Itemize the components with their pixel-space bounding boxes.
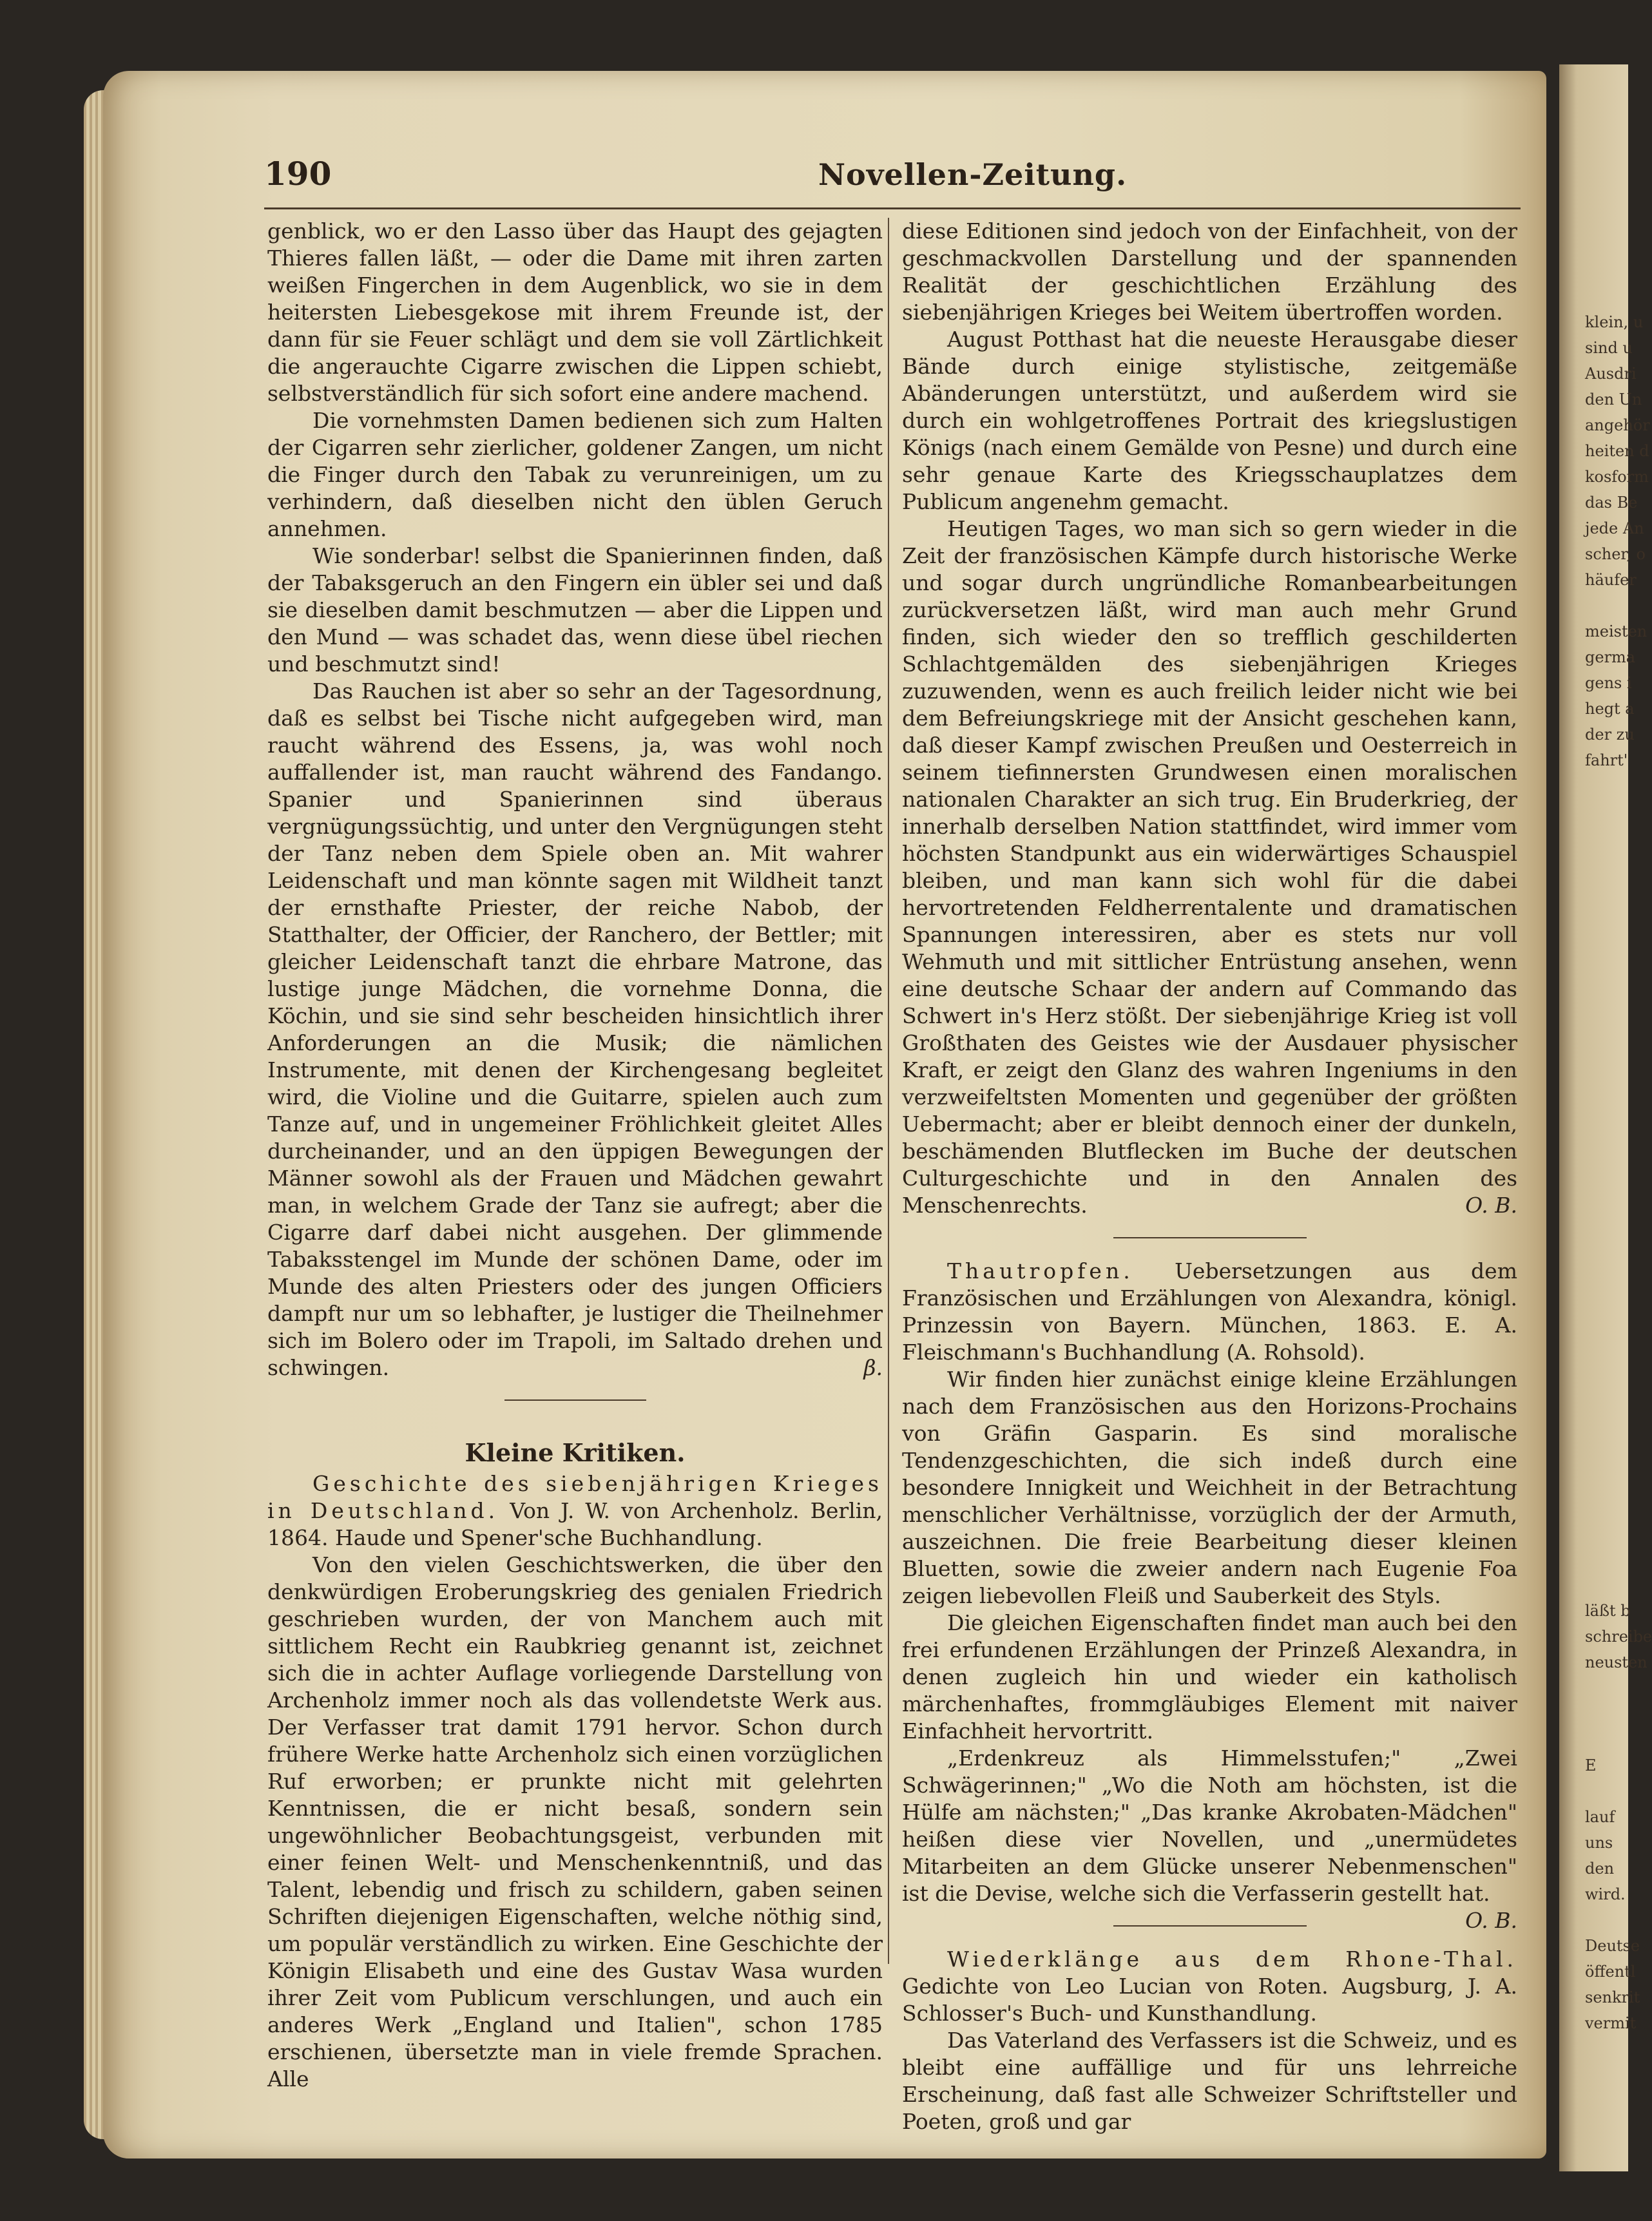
- paragraph: [267, 678, 883, 1381]
- paragraph-text: „Erdenkreuz als Himmelsstufen;" „Zwei Schwägerinnen;" „Wo die Noth am höchsten, ist die Hülfe am nächsten;" „Das kranke Akrobaten-Mädchen" heißen diese vier Novellen, und „unermüdetes Mitarbeiten an dem Glücke unserer Nebenmenschen" ist die Devise, welche sich die Verfasserin gestellt hat.: [902, 1745, 1517, 1906]
- adjacent-page-fragment: [1559, 1727, 1628, 1753]
- adjacent-page-fragment: uns: [1585, 1834, 1613, 1852]
- adjacent-page-fragment: Deutse: [1585, 1937, 1640, 1955]
- adjacent-page-fragment: jede An: [1585, 519, 1644, 537]
- paragraph: Das Vaterland des Verfassers ist die Schweiz, und es bleibt eine auffällige und für uns lehrreiche Erscheinung, daß fast alle Schweizer Schriftsteller und Poeten, groß und gar: [902, 2028, 1517, 2134]
- adjacent-page-fragment: [1559, 1108, 1628, 1134]
- adjacent-page-fragments: [1559, 64, 1652, 2036]
- adjacent-page-fragment: angehör: [1585, 416, 1650, 434]
- signature: β.: [863, 1355, 883, 1380]
- adjacent-page-fragment: öffentl: [1585, 1963, 1636, 1981]
- page-number: 190: [264, 155, 332, 193]
- paragraph: [902, 515, 1517, 1219]
- adjacent-page-fragment: [1559, 1546, 1628, 1572]
- adjacent-page-fragment: läßt b: [1585, 1602, 1631, 1620]
- review-heading: [902, 1946, 1517, 2027]
- adjacent-page-fragment: [1559, 1057, 1628, 1082]
- adjacent-page-fragment: [1559, 1443, 1628, 1469]
- adjacent-page-fragment: [1559, 593, 1628, 619]
- adjacent-page-fragment: [1559, 1160, 1628, 1186]
- adjacent-page-fragment: vermit: [1585, 2014, 1637, 2032]
- paragraph: Von den vielen Geschichtswerken, die über den denkwürdigen Eroberungskrieg des genialen Friedrich geschrieben wurden, der von Manchem auch mit sittlichem Recht ein Raubkrieg genannt ist, zeichnet sich die in achter Auflage vorliegende Darstellung von Archenholz immer noch als das vollendetste Werk aus. Der Verfasser trat damit 1791 hervor. Schon durch frühere Werke hatte Archenholz sich einen vorzüglichen Ruf erworben; er prunkte nicht mit gelehrten Kenntnissen, die er nicht besaß, sondern sein ungewöhnlicher Beobachtungsgeist, verbunden mit einer feinen Welt- und Menschenkenntniß, und das Talent, lebendig und frisch zu schildern, gaben seinen Schriften diejenigen Eigenschaften, welche nöthig sind, um populär verständlich zu wirken. Eine Geschichte der Königin Elisabeth und eine des Gustav Wasa wurden ihrer Zeit vom Publicum verschlungen, und auch ein anderes Werk „England und Italien", schon 1785 erschienen, übersetzte man in viele fremde Sprachen. Alle: [267, 1552, 883, 2091]
- adjacent-page-fragment: [1559, 1031, 1628, 1057]
- signature: O. B.: [1465, 1193, 1517, 1218]
- adjacent-page-fragment: [1559, 876, 1628, 902]
- adjacent-page-fragment: [1559, 1263, 1628, 1289]
- adjacent-page-fragment: [1559, 1082, 1628, 1108]
- adjacent-page-fragment: hegt a: [1585, 700, 1635, 718]
- adjacent-page-fragment: wird.: [1585, 1885, 1626, 1903]
- adjacent-page-fragment: E: [1585, 1756, 1597, 1774]
- review-heading: [902, 1258, 1517, 1366]
- separator: [1113, 1925, 1307, 1927]
- adjacent-page-fragment: [1559, 954, 1628, 979]
- left-column: [267, 218, 883, 2093]
- adjacent-page-fragment: [1559, 1366, 1628, 1392]
- adjacent-page-fragment: neusten: [1585, 1653, 1647, 1671]
- review-biblio: Uebersetzungen aus dem Französischen und Erzählungen von Alexandra, königl. Prinzessin von Bayern. München, 1863. E. A. Fleischmann's Buchhandlung (A. Rohsold).: [902, 1258, 1517, 1365]
- paragraph: Wie sonderbar! selbst die Spanierinnen finden, daß der Tabaksgeruch an den Fingern ein übler sei und daß sie dieselben damit beschmutzen — aber die Lippen und den Mund — was schadet das, wenn diese übel riechen und beschmutzt sind!: [267, 543, 883, 677]
- adjacent-page-fragment: den Un: [1585, 390, 1642, 409]
- adjacent-page-fragment: germa: [1585, 648, 1636, 666]
- adjacent-page-fragment: [1559, 1392, 1628, 1418]
- adjacent-page-fragment: [1559, 1521, 1628, 1546]
- paragraph: Die vornehmsten Damen bedienen sich zum Halten der Cigarren sehr zierlicher, goldener Zangen, um nicht die Finger durch den Tabak zu verunreinigen, um zu verhindern, daß dieselben nicht den üblen Geruch annehmen.: [267, 408, 883, 541]
- paragraph: Wir finden hier zunächst einige kleine Erzählungen nach dem Französischen aus den Horizons-Prochains von Gräfin Gasparin. Es sind moralische Tendenzgeschichten, die sich indeß durch eine besondere Innigkeit und Weichheit in der Betrachtung menschlicher Verhältnisse, vorzüglich der der Armuth, auszeichnen. Die freie Bearbeitung dieser kleinen Bluetten, sowie die zweier andern nach Eugenie Foa zeigen liebevollen Fleiß und Sauberkeit des Styls.: [902, 1367, 1517, 1608]
- adjacent-page-fragment: [1559, 1237, 1628, 1263]
- adjacent-page-fragment: [1559, 1211, 1628, 1237]
- section-title: Kleine Kritiken.: [465, 1438, 686, 1467]
- adjacent-page-fragment: [1559, 799, 1628, 825]
- paragraph-text: Heutigen Tages, wo man sich so gern wieder in die Zeit der französischen Kämpfe durch historische Werke und sogar durch ungründliche Romanbearbeitungen zurückversetzen läßt, wird man auch mehr Grund finden, sich wieder den so trefflich geschilderten Schlachtgemälden des siebenjährigen Krieges zuzuwenden, wenn es auch freilich leider nicht wie bei dem Befreiungskriege mit der Ansicht geschehen kann, daß dieser Kampf zwischen Preußen und Oesterreich in seinem tiefinnersten Grundwesen einen moralischen nationalen Charakter an sich trug. Ein Bruderkrieg, der innerhalb derselben Nation stattfindet, wird immer vom höchsten Standpunkt aus ein widerwärtiges Schauspiel bleiben, und man kann sich wohl für die dabei hervortretenden Feldherrentalente und dramatischen Spannungen interessiren, aber es stets nur voll Wehmuth und mit sittlicher Entrüstung ansehen, wenn eine deutsche Schaar der andern auf Commando das Schwert in's Herz stößt. Der siebenjährige Krieg ist voll Großthaten des Geistes wie der Ausdauer physischer Kraft, er zeigt den Glanz des wahren Ingeniums in den verzweifeltsten Momenten und gegenüber der größten Uebermacht; aber er bleibt dennoch einer der dunkeln, beschämenden Blutflecken im Buche der deutschen Culturgeschichte und in den Annalen des Menschenrechts.: [902, 516, 1517, 1218]
- adjacent-page-fragment: [1559, 1675, 1628, 1701]
- adjacent-page-fragment: den: [1585, 1860, 1615, 1878]
- adjacent-page-fragment: [1559, 1418, 1628, 1443]
- paragraph: Die gleichen Eigenschaften findet man auch bei den frei erfundenen Erzählungen der Prinzeß Alexandra, in denen zugleich hin und wieder ein katholisch märchenhaftes, frommgläubiges Element mit naiver Einfachheit hervortritt.: [902, 1610, 1517, 1744]
- adjacent-page-fragment: schreibe: [1585, 1628, 1652, 1646]
- adjacent-page: [1559, 64, 1652, 2171]
- paragraph: diese Editionen sind jedoch von der Einfachheit, von der geschmackvollen Darstellung und der spannenden Realität der geschichtlichen Erzählung des siebenjährigen Krieges bei Weitem übertroffen worden.: [902, 218, 1517, 325]
- review-title: Thautropfen.: [947, 1258, 1134, 1284]
- adjacent-page-fragment: [1559, 1289, 1628, 1314]
- running-head: Novellen-Zeitung.: [818, 157, 1128, 192]
- paragraph-text: Das Rauchen ist aber so sehr an der Tagesordnung, daß es selbst bei Tische nicht aufgegeben wird, man raucht während des Essens, ja, was wohl noch auffallender ist, man raucht während des Fandango. Spanier und Spanierinnen sind überaus vergnügungssüchtig, und unter den Vergnügungen steht der Tanz neben dem Spiele oben an. Mit wahrer Leidenschaft und man könnte sagen mit Wildheit tanzt der ernsthafte Priester, der reiche Nabob, der Statthalter, der Officier, der Ranchero, der Bettler; mit gleicher Leidenschaft tanzt die ehrbare Matrone, das lustige junge Mädchen, die vornehme Donna, die Köchin, und sie sind sehr bescheiden hinsichtlich ihrer Anforderungen an die Musik; die nämlichen Instrumente, mit denen der Kirchengesang begleitet wird, die Violine und die Guitarre, spielen auch zum Tanze auf, und in ungemeiner Fröhlichkeit gleitet Alles durcheinander, und an den üppigen Bewegungen der Männer sowohl als der Frauen und Mädchen gewahrt man, in welchem Grade der Tanz sie aufregt; aber die Cigarre darf dabei nicht ausgehen. Der glimmende Tabaksstengel im Munde der schönen Dame, oder im Munde des alten Priesters oder des jungen Officiers dampft nur um so lebhafter, je lustiger die Theilnehmer sich im Bolero oder im Trapoli, im Saltado drehen und schwingen.: [267, 678, 883, 1380]
- adjacent-page-fragment: [1559, 1572, 1628, 1598]
- right-column: [902, 218, 1517, 2135]
- adjacent-page-fragment: heiten d: [1585, 442, 1649, 460]
- adjacent-page-fragment: fahrt': [1585, 751, 1628, 769]
- adjacent-page-fragment: lauf: [1585, 1808, 1615, 1826]
- adjacent-page-fragment: [1559, 773, 1628, 799]
- review-biblio: Von J. W. von Archenholz. Berlin, 1864. Haude und Spener'sche Buchhandlung.: [267, 1498, 883, 1550]
- adjacent-page-fragment: [1559, 1701, 1628, 1727]
- adjacent-page-fragment: [1559, 1134, 1628, 1160]
- column-divider: [888, 218, 889, 1964]
- adjacent-page-fragment: meisten: [1585, 622, 1647, 640]
- adjacent-page-fragment: Ausdri: [1585, 365, 1637, 383]
- adjacent-page-fragment: [1559, 825, 1628, 851]
- review-title: Geschichte des siebenjährigen Krieges in Deutschland.: [267, 1471, 883, 1523]
- adjacent-page-fragment: [1559, 1907, 1628, 1933]
- adjacent-page-fragment: das Be: [1585, 494, 1638, 512]
- separator: [1113, 1237, 1307, 1238]
- paragraph: genblick, wo er den Lasso über das Haupt des gejagten Thieres fallen läßt, — oder die Dame mit ihren zarten weißen Fingerchen in dem Augenblick, wo sie in dem heitersten Liebesgekose mit ihrem Freunde ist, der dann für sie Feuer schlägt und dem sie voll Zärtlichkeit die angerauchte Cigarre zwischen die Lippen schiebt, selbstverständlich für sich sofort eine andere machend.: [267, 218, 883, 406]
- adjacent-page-fragment: häufer: [1585, 571, 1637, 589]
- adjacent-page-fragment: kosform: [1585, 468, 1649, 486]
- adjacent-page-fragment: [1559, 1495, 1628, 1521]
- adjacent-page-fragment: [1559, 928, 1628, 954]
- adjacent-page-fragment: gens i: [1585, 674, 1632, 692]
- header-rule: [264, 207, 1521, 209]
- adjacent-page-fragment: [1559, 851, 1628, 876]
- adjacent-page-fragment: scher, o: [1585, 545, 1646, 563]
- review-title: Wiederklänge aus dem Rhone-Thal.: [947, 1947, 1517, 1972]
- adjacent-page-fragment: [1559, 1469, 1628, 1495]
- adjacent-page-fragment: [1559, 979, 1628, 1005]
- adjacent-page-fragment: der zu: [1585, 726, 1635, 744]
- review-biblio: Gedichte von Leo Lucian von Roten. Augsburg, J. A. Schlosser's Buch- und Kunsthandlung.: [902, 1974, 1517, 2026]
- review-heading: [267, 1470, 883, 1552]
- page-header: [264, 155, 1521, 206]
- adjacent-page-fragment: [1559, 1186, 1628, 1211]
- signature: O. B.: [1465, 1908, 1517, 1933]
- paragraph: [902, 1745, 1517, 1933]
- adjacent-page-fragment: [1559, 1778, 1628, 1804]
- adjacent-page-fragment: [1559, 1005, 1628, 1031]
- adjacent-page-fragment: klein, u: [1585, 313, 1644, 331]
- separator: [504, 1399, 646, 1401]
- adjacent-page-fragment: senkrit: [1585, 1988, 1640, 2006]
- adjacent-page-fragment: [1559, 902, 1628, 928]
- adjacent-page-fragment: [1559, 1314, 1628, 1340]
- adjacent-page-fragment: sind u: [1585, 339, 1633, 357]
- adjacent-page-fragment: [1559, 1340, 1628, 1366]
- paragraph: August Potthast hat die neueste Herausgabe dieser Bände durch einige stylistische, zeitgemäße Abänderungen unterstützt, und außerdem wird sie durch ein wohlgetroffenes Portrait des kriegslustigen Königs (nach einem Gemälde von Pesne) und durch eine sehr genaue Karte des Kriegsschauplatzes dem Publicum angenehm gemacht.: [902, 327, 1517, 514]
